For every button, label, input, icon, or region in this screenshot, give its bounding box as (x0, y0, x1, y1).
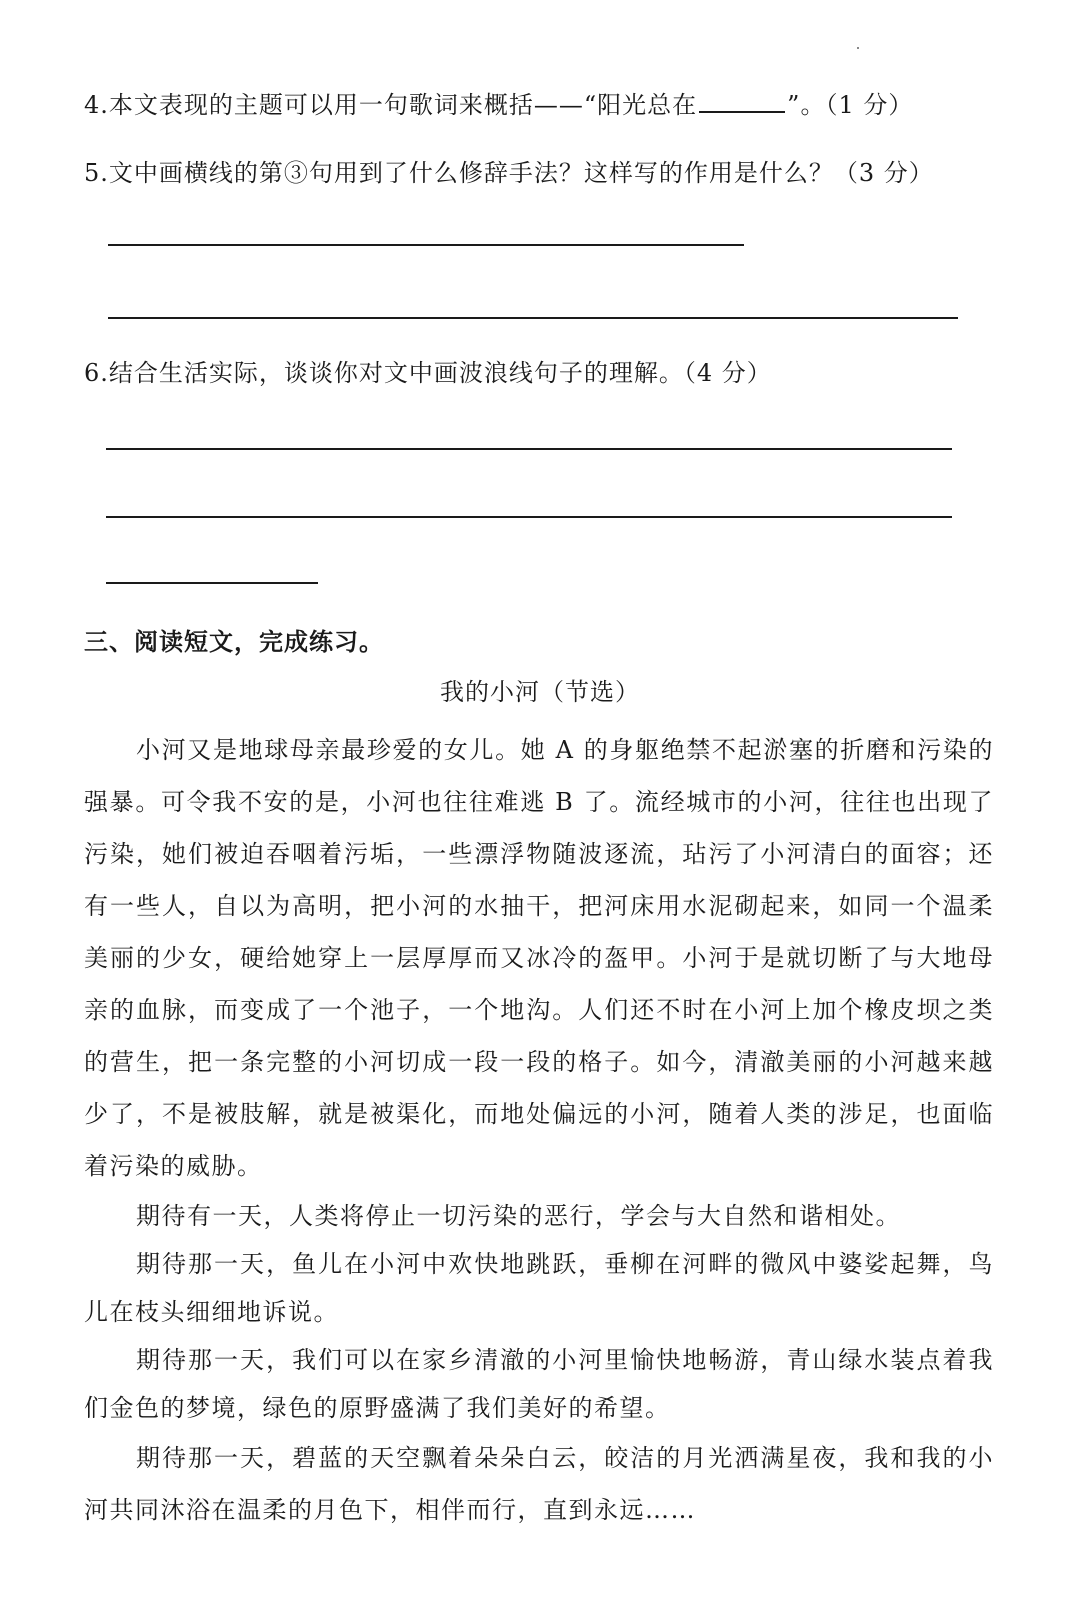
question-4 (84, 90, 913, 120)
passage-paragraph-5: 期待那一天，碧蓝的天空飘着朵朵白云，皎洁的月光洒满星夜，我和我的小河共同沐浴在温柔的月色下，相伴而行，直到永远…… (84, 1444, 994, 1524)
scan-speck (857, 47, 859, 49)
section-heading: 三、阅读短文，完成练习。 (84, 628, 384, 656)
question-6-answer-line-3[interactable] (106, 582, 318, 584)
question-4-text-before: 4.本文表现的主题可以用一句歌词来概括——“阳光总在 (84, 91, 698, 119)
question-6: 6.结合生活实际，谈谈你对文中画波浪线句子的理解。（4 分） (84, 359, 772, 387)
passage (84, 724, 994, 1536)
question-6-answer-line-2[interactable] (106, 516, 952, 518)
passage-paragraph-4: 期待那一天，我们可以在家乡清澈的小河里愉快地畅游，青山绿水装点着我们金色的梦境，绿色的原野盛满了我们美好的希望。 (84, 1346, 994, 1422)
passage-paragraph-2: 期待有一天，人类将停止一切污染的恶行，学会与大自然和谐相处。 (136, 1202, 901, 1230)
question-4-text-after: ”。（1 分） (787, 91, 914, 119)
question-5: 5.文中画横线的第③句用到了什么修辞手法？这样写的作用是什么？（3 分） (84, 159, 934, 187)
passage-paragraph-3: 期待那一天，鱼儿在小河中欢快地跳跃，垂柳在河畔的微风中婆娑起舞，鸟儿在枝头细细地诉说。 (84, 1250, 994, 1326)
passage-paragraph-1: 小河又是地球母亲最珍爱的女儿。她 A 的身躯绝禁不起淤塞的折磨和污染的强暴。可令我不安的是，小河也往往难逃 B 了。流经城市的小河，往往也出现了污染，她们被迫吞咽着污垢，一些漂浮物随波逐流，玷污了小河清白的面容；还有一些人，自以为高明，把小河的水抽干，把河床用水泥砌起来，如同一个温柔美丽的少女，硬给她穿上一层厚厚而又冰冷的盔甲。小河于是就切断了与大地母亲的血脉，而变成了一个池子，一个地沟。人们还不时在小河上加个橡皮坝之类的营生，把一条完整的小河切成一段一段的格子。如今，清澈美丽的小河越来越少了，不是被肢解，就是被渠化，而地处偏远的小河，随着人类的涉足，也面临着污染的威胁。 (84, 736, 994, 1180)
article-title: 我的小河（节选） (440, 678, 640, 706)
question-4-answer-blank[interactable] (699, 91, 785, 113)
question-6-answer-line-1[interactable] (106, 448, 952, 450)
question-5-answer-line-1[interactable] (108, 244, 744, 246)
question-5-answer-line-2[interactable] (108, 317, 958, 319)
